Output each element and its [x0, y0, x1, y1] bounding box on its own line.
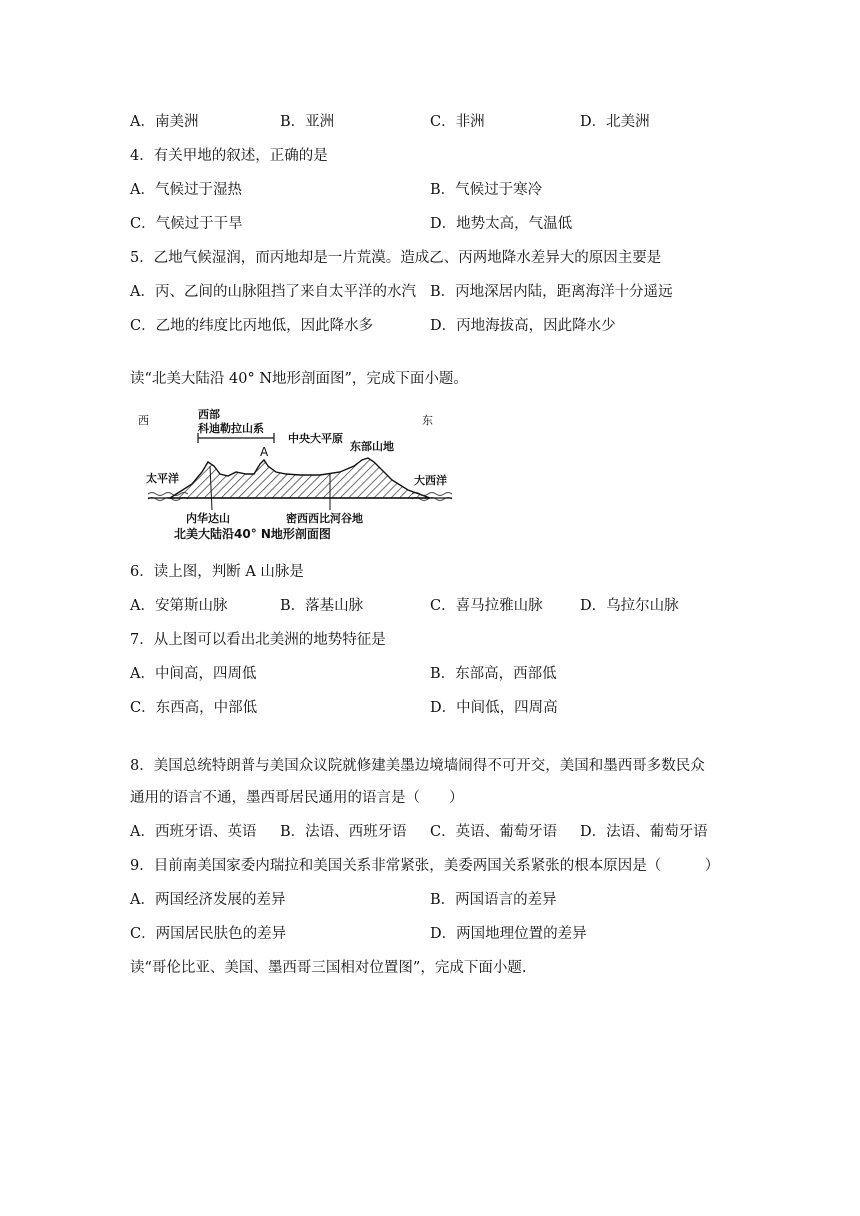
q3-option-c: C．非洲 — [430, 114, 485, 130]
q4-option-c: C．气候过于干旱 — [130, 216, 243, 232]
q7-stem: 7．从上图可以看出北美洲的地势特征是 — [130, 632, 386, 648]
q5-option-c: C．乙地的纬度比丙地低，因此降水多 — [130, 318, 374, 334]
q6-stem: 6．读上图，判断 A 山脉是 — [130, 564, 304, 580]
q9-option-a: A．两国经济发展的差异 — [130, 892, 286, 908]
q6-option-a: A．安第斯山脉 — [130, 598, 228, 614]
label-peak-a: A — [260, 445, 269, 459]
q6-option-d: D．乌拉尔山脉 — [580, 598, 679, 614]
q5-option-d: D．丙地海拔高，因此降水少 — [430, 318, 616, 334]
intro-profile: 读“北美大陆沿 40° N地形剖面图”，完成下面小题。 — [130, 371, 468, 387]
label-mississippi: 密西西比河谷地 — [286, 512, 363, 525]
terrain-profile-figure — [130, 402, 470, 542]
q7-option-d: D．中间低，四周高 — [430, 700, 558, 716]
q8-option-c: C．英语、葡萄牙语 — [430, 824, 558, 840]
label-cordillera-bottom: 科迪勒拉山系 — [198, 422, 264, 435]
label-pacific: 太平洋 — [146, 472, 179, 485]
label-great-plains: 中央大平原 — [288, 432, 343, 445]
label-atlantic: 大西洋 — [414, 474, 447, 487]
q5-option-a: A．丙、乙间的山脉阻挡了来自太平洋的水汽 — [130, 284, 416, 300]
intro-relative-position: 读“哥伦比亚、美国、墨西哥三国相对位置图”，完成下面小题. — [130, 960, 527, 976]
q4-option-b: B．气候过于寒冷 — [430, 182, 543, 198]
q9-stem: 9．目前南美国家委内瑞拉和美国关系非常紧张，美委两国关系紧张的根本原因是（ ） — [130, 858, 720, 874]
label-nevada: 内华达山 — [186, 512, 230, 525]
q6-option-c: C．喜马拉雅山脉 — [430, 598, 543, 614]
q9-option-d: D．两国地理位置的差异 — [430, 926, 587, 942]
q5-stem: 5．乙地气候湿润，而丙地却是一片荒漠。造成乙、丙两地降水差异大的原因主要是 — [130, 250, 662, 266]
q8-stem-line1: 8．美国总统特朗普与美国众议院就修建美墨边境墙闹得不可开交，美国和墨西哥多数民众 — [130, 758, 705, 774]
q8-stem-line2: 通用的语言不通，墨西哥居民通用的语言是（ ） — [130, 790, 464, 806]
q9-option-c: C．两国居民肤色的差异 — [130, 926, 287, 942]
q3-option-a: A．南美洲 — [130, 114, 199, 130]
q6-option-b: B．落基山脉 — [280, 598, 364, 614]
q7-option-c: C．东西高，中部低 — [130, 700, 258, 716]
q9-option-b: B．两国语言的差异 — [430, 892, 557, 908]
figure-caption: 北美大陆沿40° N地形剖面图 — [174, 527, 331, 541]
label-cordillera-top: 西部 — [198, 408, 220, 421]
q7-option-b: B．东部高，西部低 — [430, 666, 557, 682]
label-east: 东 — [422, 414, 433, 427]
land-profile — [170, 458, 430, 498]
q4-option-a: A．气候过于湿热 — [130, 182, 242, 198]
q4-stem: 4．有关甲地的叙述，正确的是 — [130, 148, 328, 164]
q4-option-d: D．地势太高，气温低 — [430, 216, 573, 232]
q7-option-a: A．中间高，四周低 — [130, 666, 257, 682]
q5-option-b: B．丙地深居内陆，距离海洋十分遥远 — [430, 284, 673, 300]
label-eastern-highlands: 东部山地 — [350, 440, 394, 453]
q8-option-d: D．法语、葡萄牙语 — [580, 824, 708, 840]
q8-option-a: A．西班牙语、英语 — [130, 824, 257, 840]
q3-option-b: B．亚洲 — [280, 114, 335, 130]
q8-option-b: B．法语、西班牙语 — [280, 824, 407, 840]
q3-option-d: D．北美洲 — [580, 114, 650, 130]
label-west: 西 — [138, 414, 149, 427]
